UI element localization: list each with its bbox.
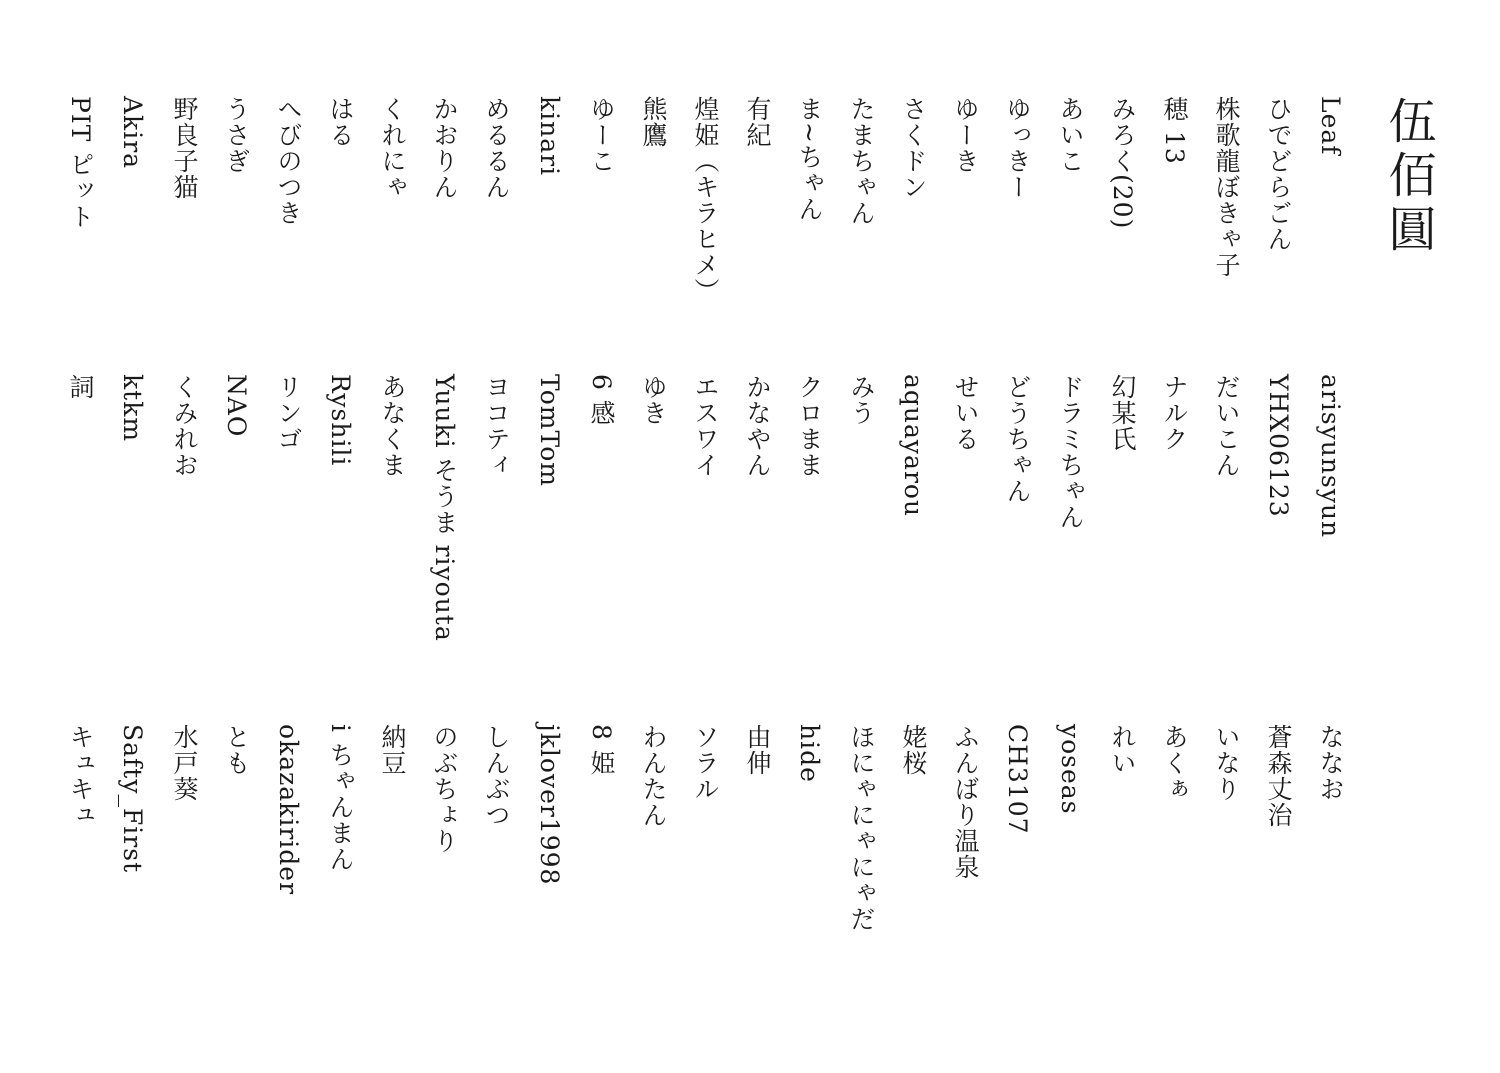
name-entry: okazakirider xyxy=(274,724,303,896)
name-entry: いなり xyxy=(1212,724,1241,802)
name-entry: かなやん xyxy=(743,374,772,478)
name-entry: ほにゃにゃにゃだ xyxy=(847,724,876,932)
name-entry: kinari xyxy=(535,96,564,177)
name-entry: せいる xyxy=(951,374,980,452)
name-entry: 株歌龍ぼきゃ子 xyxy=(1212,96,1241,278)
name-entry: あなくま xyxy=(378,374,407,478)
name-entry: ktkm xyxy=(118,374,147,443)
name-entry: Leaf xyxy=(1316,96,1345,156)
name-entry: へびのつき xyxy=(274,96,303,226)
name-entry: だいこん xyxy=(1212,374,1241,478)
name-entry: くみれお xyxy=(170,374,199,478)
name-entry: ななお xyxy=(1316,724,1345,802)
name-entry: YHX06123 xyxy=(1264,374,1293,518)
name-entry: かおりん xyxy=(430,96,459,200)
name-entry: ソラル xyxy=(691,724,720,802)
name-entry: Yuuki そうま riyouta xyxy=(430,374,459,642)
name-entry: 熊鷹 xyxy=(639,96,668,148)
name-entry: わんたん xyxy=(639,724,668,828)
name-entry: ゆき xyxy=(639,374,668,426)
name-entry: 納豆 xyxy=(378,724,407,776)
name-entry: 煌姫（キラヒメ） xyxy=(691,96,720,304)
name-entry: arisyunsyun xyxy=(1316,374,1345,539)
name-entry: しんぶつ xyxy=(482,724,511,828)
name-entry: みう xyxy=(847,374,876,426)
name-entry: どうちゃん xyxy=(1003,374,1032,504)
name-entry: キュキュ xyxy=(66,724,95,828)
name-entry: NAO xyxy=(222,374,251,438)
name-entry: 幻某氏 xyxy=(1108,374,1137,452)
page-title: 伍佰圓 xyxy=(1380,96,1436,258)
name-entry: 穂 13 xyxy=(1160,96,1189,165)
name-entry: ふんばり温泉 xyxy=(951,724,980,880)
name-entry: hide xyxy=(795,724,824,783)
name-entry: たまちゃん xyxy=(847,96,876,226)
name-entry: 8 姫 xyxy=(587,724,616,776)
name-entry: ゆーき xyxy=(951,96,980,174)
name-entry: 水戸葵 xyxy=(170,724,199,802)
name-entry: 6 感 xyxy=(587,374,616,426)
name-entry: PIT ピット xyxy=(66,96,95,230)
name-entry: クロまま xyxy=(795,374,824,478)
name-entry: CH3107 xyxy=(1003,724,1032,835)
name-entry: みろく(20) xyxy=(1108,96,1137,230)
name-entry: 蒼森丈治 xyxy=(1264,724,1293,828)
name-entry: aquayarou xyxy=(899,374,928,518)
name-entry: Ryshili xyxy=(326,374,355,467)
name-entry: Akira xyxy=(118,96,147,170)
name-entry: 野良子猫 xyxy=(170,96,199,200)
name-entry: れい xyxy=(1108,724,1137,776)
name-entry: ヨコティ xyxy=(482,374,511,478)
name-entry: はる xyxy=(326,96,355,148)
name-entry: エスワイ xyxy=(691,374,720,478)
name-entry: jklover1998 xyxy=(535,724,564,886)
name-entry: 詞 xyxy=(66,374,95,400)
name-entry: ま~ちゃん xyxy=(795,96,824,222)
name-entry: さくドン xyxy=(899,96,928,200)
name-entry: ゆっきー xyxy=(1003,96,1032,200)
name-entry: あいこ xyxy=(1056,96,1085,174)
name-entry: ゆーこ xyxy=(587,96,616,174)
name-entry: とも xyxy=(222,724,251,776)
name-entry: 姥桜 xyxy=(899,724,928,776)
name-entry: ドラミちゃん xyxy=(1056,374,1085,530)
name-entry: くれにゃ xyxy=(378,96,407,200)
name-entry: リンゴ xyxy=(274,374,303,452)
name-entry: Safty_First xyxy=(118,724,147,874)
name-entry: yoseas xyxy=(1056,724,1085,815)
name-entry: あくぁ xyxy=(1160,724,1189,802)
name-entry: 由伸 xyxy=(743,724,772,776)
name-entry: i ちゃんまん xyxy=(326,724,355,872)
name-entry: 有紀 xyxy=(743,96,772,148)
name-entry: TomTom xyxy=(535,374,564,487)
name-entry: のぶちょり xyxy=(430,724,459,854)
name-entry: ひでどらごん xyxy=(1264,96,1293,252)
name-entry: ナルク xyxy=(1160,374,1189,452)
name-entry: うさぎ xyxy=(222,96,251,174)
name-entry: めるるん xyxy=(482,96,511,200)
